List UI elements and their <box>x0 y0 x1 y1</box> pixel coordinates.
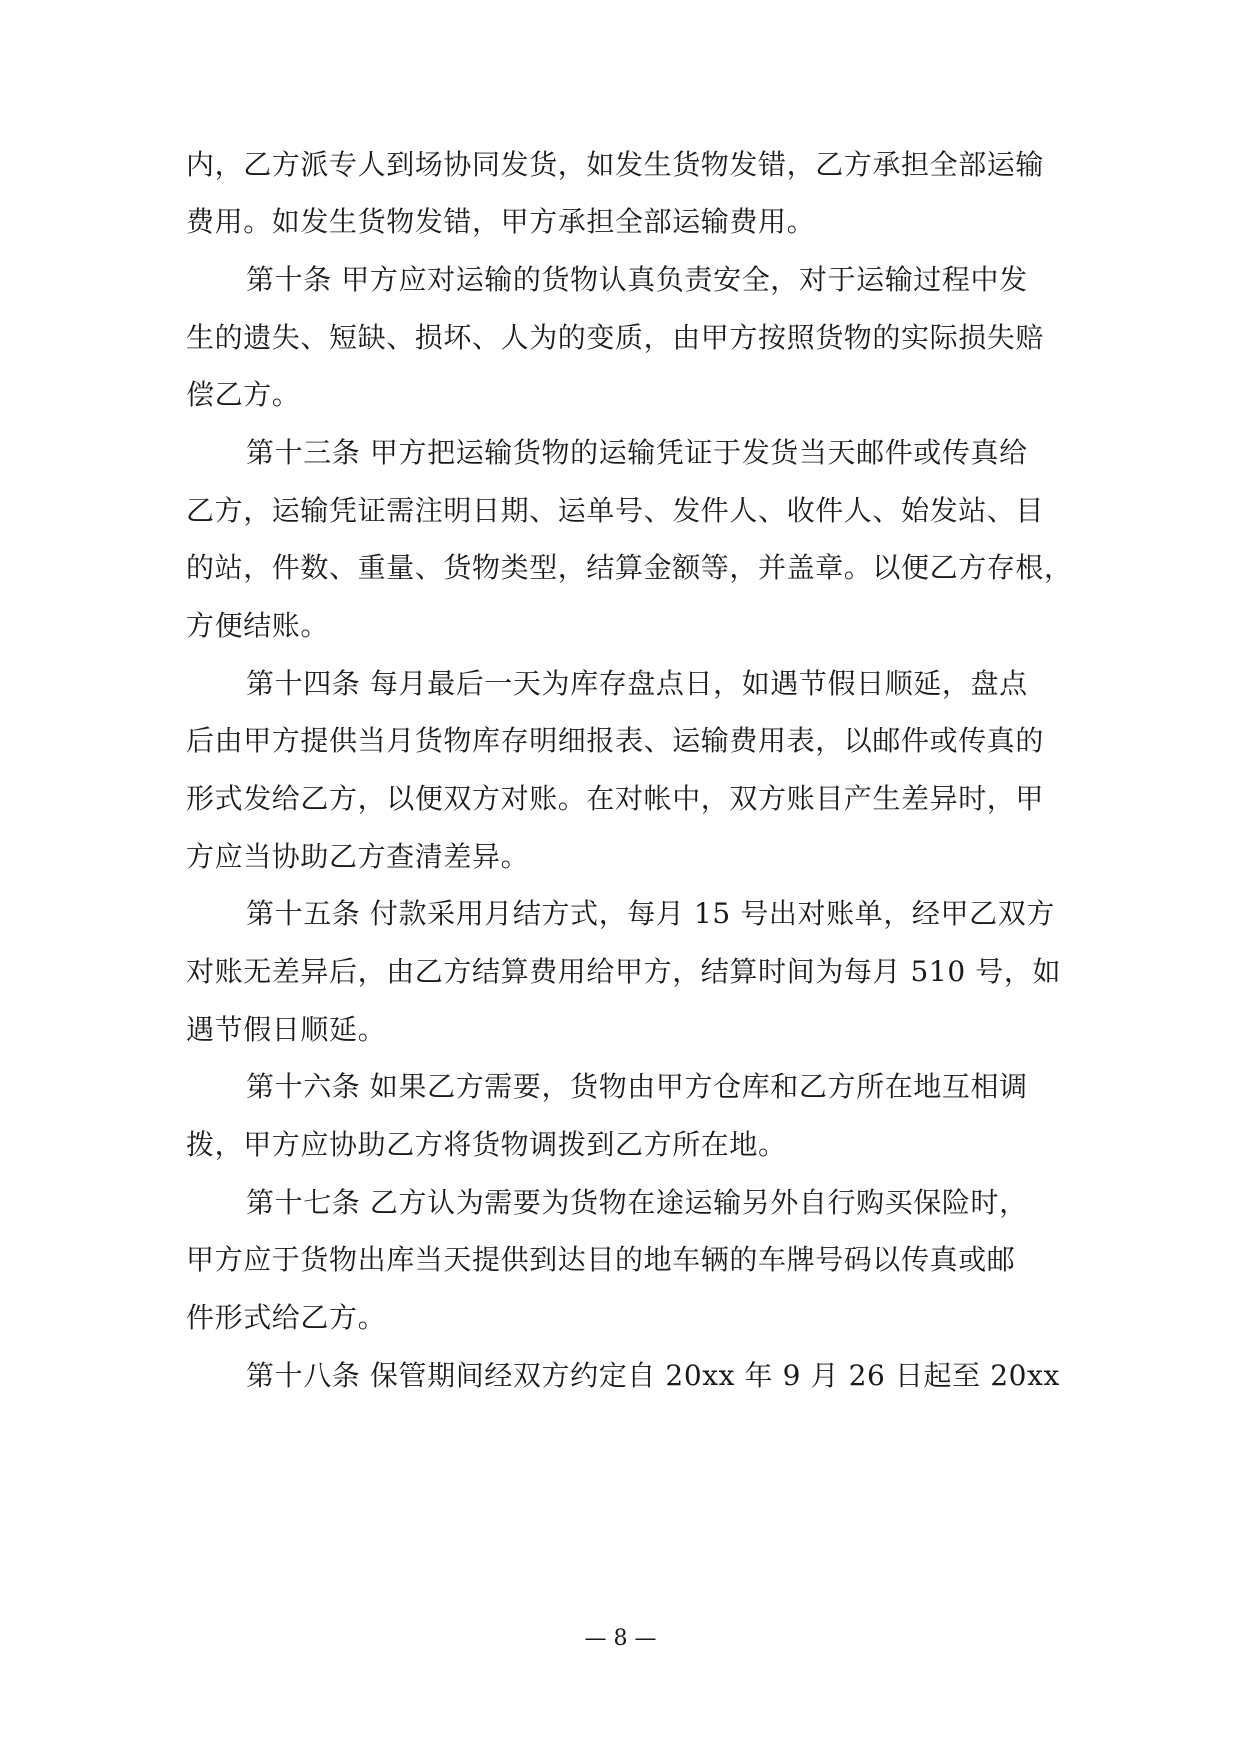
text-line: 的站，件数、重量、货物类型，结算金额等，并盖章。以便乙方存根， <box>186 551 1073 584</box>
text-line: 形式发给乙方，以便双方对账。在对帐中，双方账目产生差异时，甲 <box>186 782 1045 815</box>
clause-14-line: 第十四条 每月最后一天为库存盘点日，如遇节假日顺延，盘点 <box>246 667 1028 700</box>
clause-15-line: 第十五条 付款采用月结方式，每月 15 号出对账单，经甲乙双方 <box>246 897 1055 930</box>
clause-18-line: 第十八条 保管期间经双方约定自 20xx 年 9 月 26 日起至 20xx <box>246 1359 1060 1392</box>
text-line: 生的遗失、短缺、损坏、人为的变质，由甲方按照货物的实际损失赔 <box>186 321 1045 354</box>
text-line: 方便结账。 <box>186 609 330 642</box>
clause-17-line: 第十七条 乙方认为需要为货物在途运输另外自行购买保险时， <box>246 1186 1028 1219</box>
text-line: 乙方，运输凭证需注明日期、运单号、发件人、收件人、始发站、目 <box>186 494 1045 527</box>
text-line: 件形式给乙方。 <box>186 1301 387 1334</box>
clause-10-line: 第十条 甲方应对运输的货物认真负责安全，对于运输过程中发 <box>246 263 1028 296</box>
text-line: 甲方应于货物出库当天提供到达目的地车辆的车牌号码以传真或邮 <box>186 1243 1016 1276</box>
text-line: 拨，甲方应协助乙方将货物调拨到乙方所在地。 <box>186 1128 787 1161</box>
clause-13-line: 第十三条 甲方把运输货物的运输凭证于发货当天邮件或传真给 <box>246 436 1028 469</box>
text-line: 费用。如发生货物发错，甲方承担全部运输费用。 <box>186 205 816 238</box>
text-line: 内，乙方派专人到场协同发货，如发生货物发错，乙方承担全部运输 <box>186 148 1045 181</box>
text-line: 偿乙方。 <box>186 378 301 411</box>
text-line: 遇节假日顺延。 <box>186 1013 387 1046</box>
page-number: — 8 — <box>584 1626 657 1651</box>
clause-16-line: 第十六条 如果乙方需要，货物由甲方仓库和乙方所在地互相调 <box>246 1070 1028 1103</box>
text-line: 后由甲方提供当月货物库存明细报表、运输费用表，以邮件或传真的 <box>186 724 1045 757</box>
text-line: 对账无差异后，由乙方结算费用给甲方，结算时间为每月 510 号，如 <box>186 955 1062 988</box>
text-line: 方应当协助乙方查清差异。 <box>186 840 530 873</box>
